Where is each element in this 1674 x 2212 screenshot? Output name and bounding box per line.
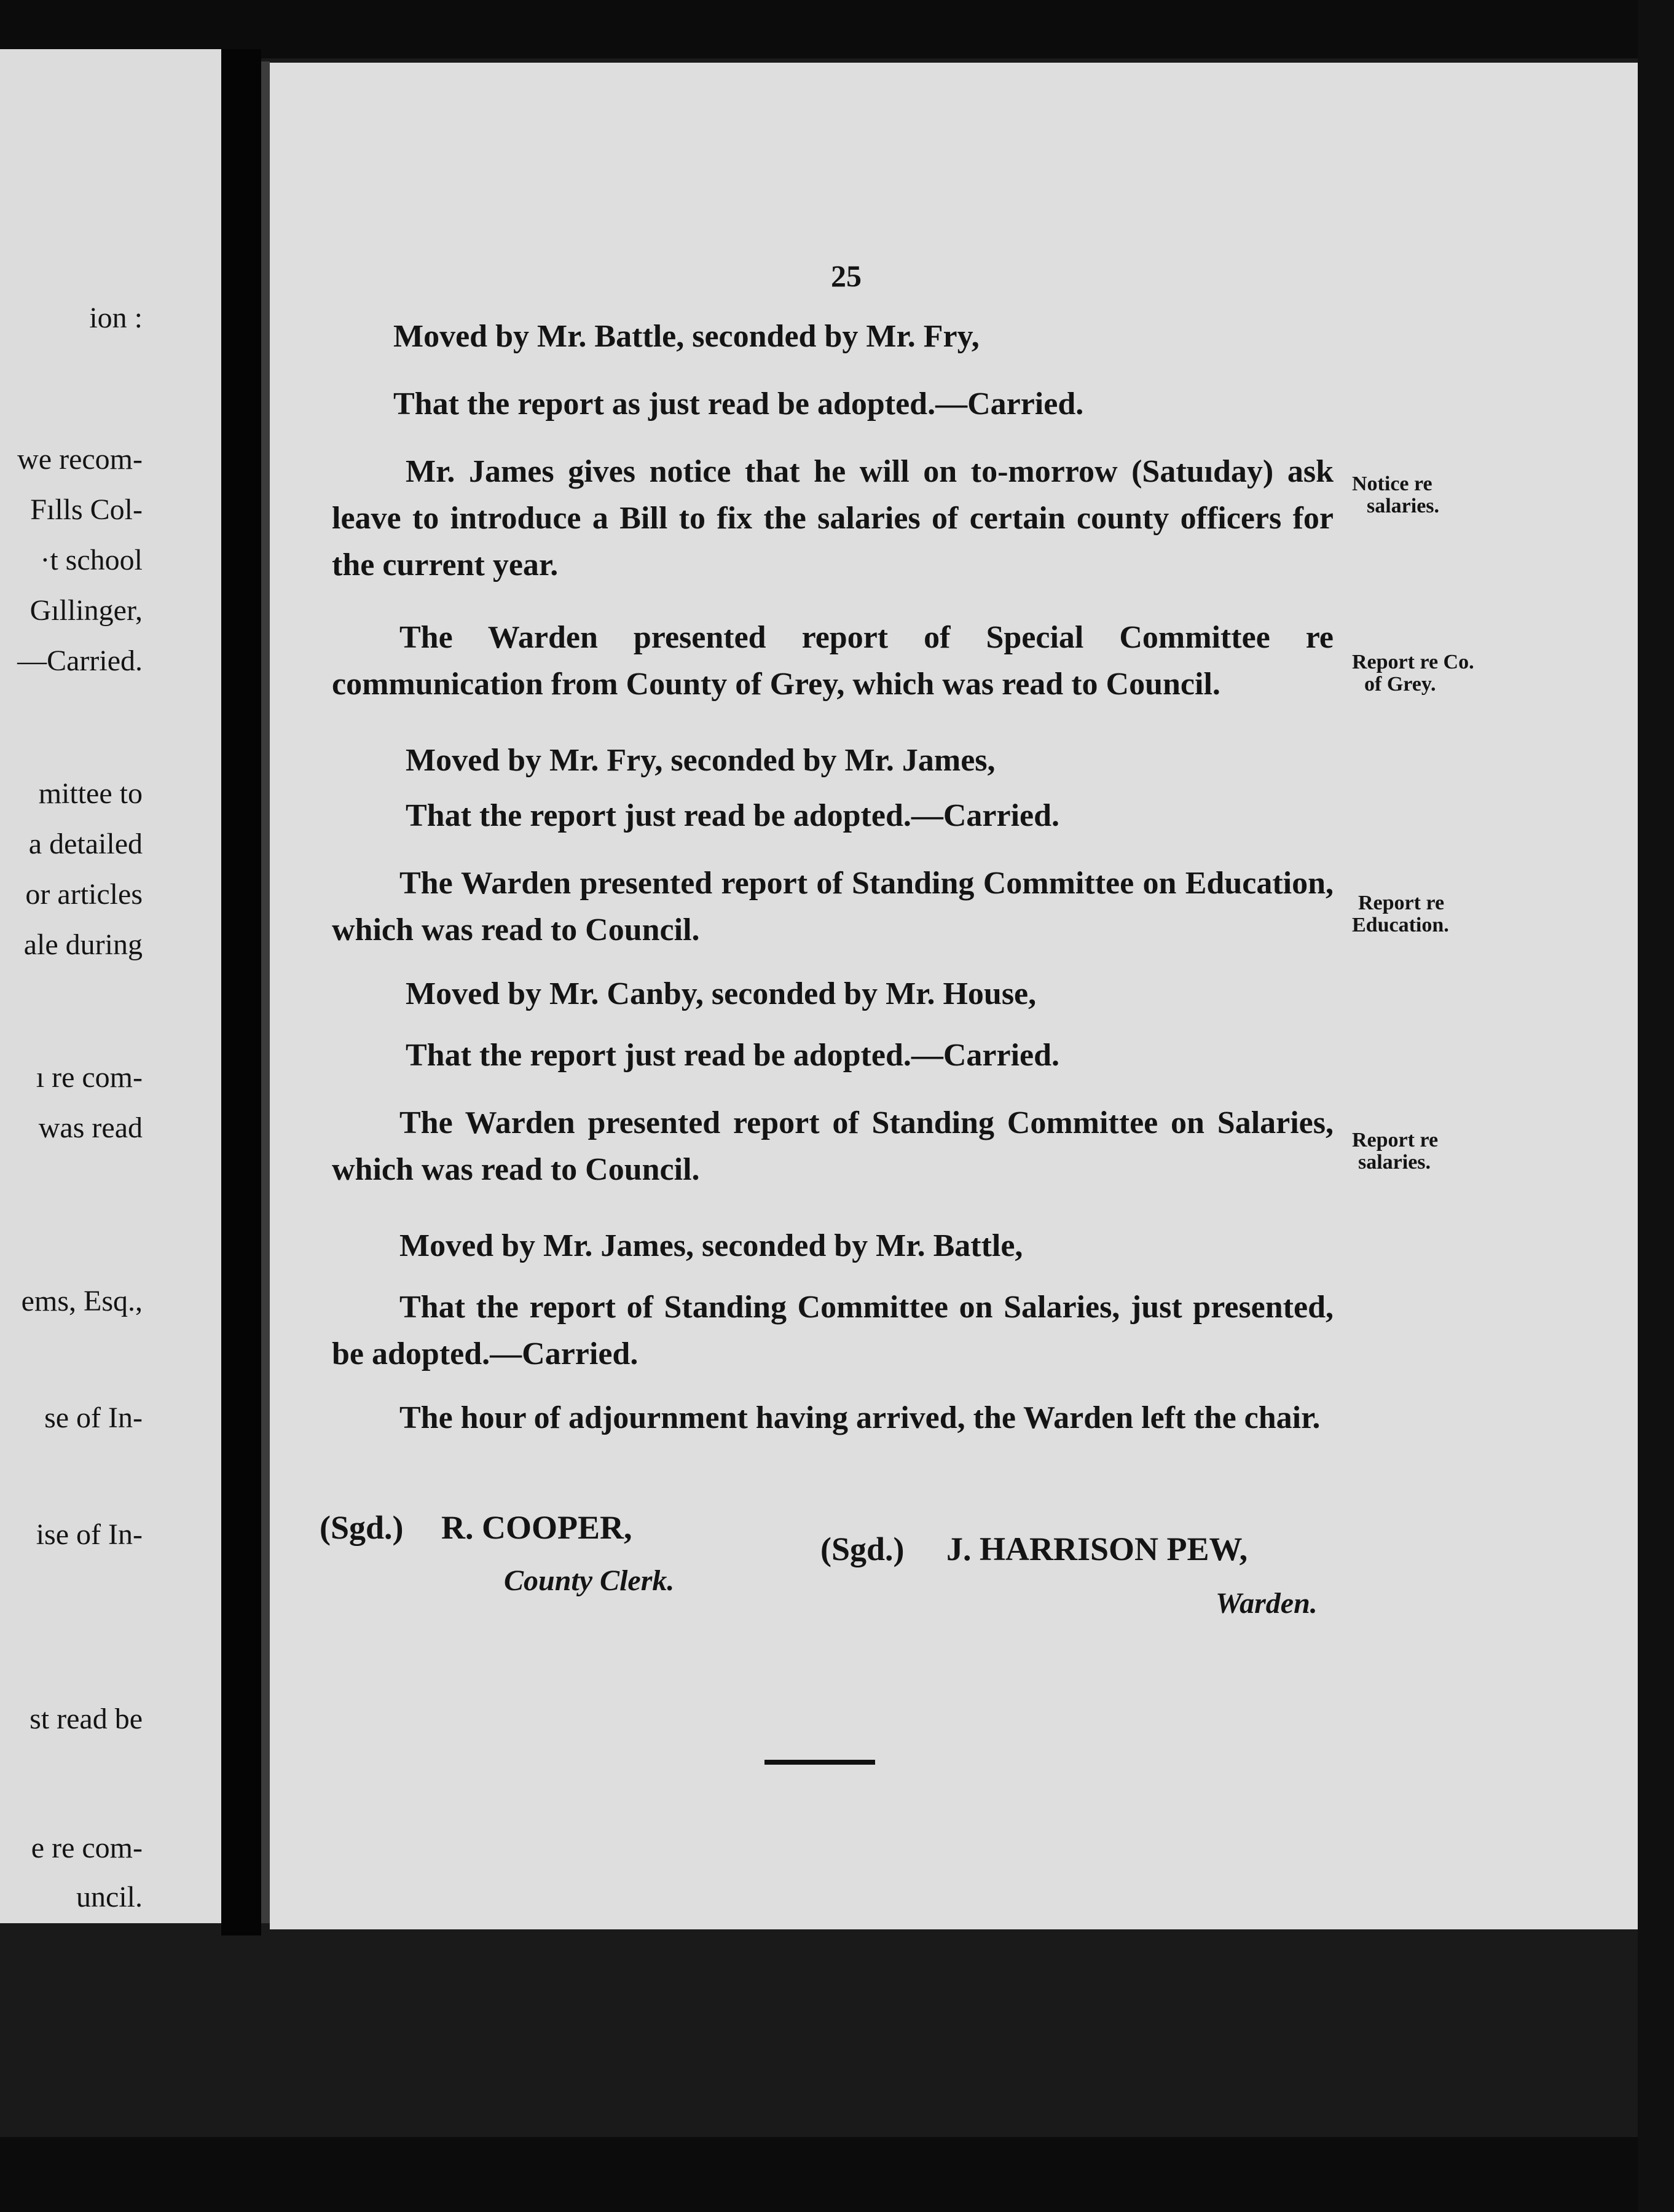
- page-number: 25: [831, 259, 862, 293]
- left-fragment: Fılls Col-: [30, 493, 143, 526]
- paragraph: That the report just read be adopted.—Carried.: [406, 798, 1060, 833]
- margin-note-report-grey: Report re Co. of Grey.: [1352, 651, 1474, 696]
- left-fragment: ise of In-: [36, 1518, 143, 1551]
- signature-sgd-left: (Sgd.): [320, 1509, 404, 1546]
- left-fragment: ems, Esq.,: [21, 1285, 143, 1317]
- paragraph: The Warden presented report of Standing Committee on Education, which was read to Council.: [332, 866, 1334, 947]
- signature-name-left: R. COOPER,: [441, 1509, 632, 1546]
- left-fragment: was read: [38, 1112, 143, 1144]
- left-fragment: ı re com-: [36, 1061, 143, 1094]
- paragraph: The Warden presented report of Special Committee re communication from County of Grey, which was read to Council.: [332, 620, 1334, 702]
- left-fragment: a detailed: [28, 828, 143, 860]
- scanner-border-bottom: [0, 2137, 1674, 2212]
- book-gutter: [221, 49, 261, 1936]
- left-fragment: uncil.: [76, 1881, 143, 1913]
- left-fragment: ·t school: [40, 544, 143, 576]
- margin-note-notice-salaries: Notice re salaries.: [1352, 473, 1440, 517]
- paragraph: Mr. James gives notice that he will on to-morrow (Satuıday) ask leave to introduce a Bill to fix the salaries of certain county officers for the current year.: [332, 454, 1334, 582]
- paragraph: The hour of adjournment having arrived, the Warden left the chair.: [399, 1400, 1321, 1435]
- left-fragment: st read be: [29, 1703, 143, 1735]
- signature-name-right: J. HARRISON PEW,: [946, 1531, 1248, 1567]
- paragraph: That the report as just read be adopted.—Carried.: [393, 386, 1084, 422]
- left-fragment: we recom-: [17, 443, 143, 476]
- paragraph: Moved by Mr. Fry, seconded by Mr. James,: [406, 743, 996, 778]
- left-fragment: mittee to: [38, 777, 143, 810]
- paragraph: Moved by Mr. Battle, seconded by Mr. Fry,: [393, 319, 980, 354]
- signature-sgd-right: (Sgd.): [820, 1531, 905, 1567]
- paragraph: Moved by Mr. Canby, seconded by Mr. House,: [406, 976, 1037, 1011]
- left-fragment: e re com-: [31, 1832, 143, 1864]
- page-edge-shadow: [261, 61, 270, 1923]
- left-fragment: Gıllinger,: [29, 594, 143, 627]
- paragraph: That the report of Standing Committee on Salaries, just presented, be adopted.—Carried.: [332, 1290, 1334, 1371]
- margin-note-report-education: Report re Education.: [1352, 892, 1449, 936]
- left-fragment: or articles: [25, 878, 143, 911]
- previous-page-edge: [0, 49, 221, 1923]
- margin-note-report-salaries: Report re salaries.: [1352, 1129, 1439, 1174]
- paragraph: That the report just read be adopted.—Carried.: [406, 1038, 1060, 1073]
- left-fragment: —Carried.: [17, 645, 143, 677]
- left-fragment: se of In-: [44, 1402, 143, 1434]
- left-fragment: ale during: [23, 928, 143, 961]
- closing-rule: [764, 1760, 875, 1765]
- paragraph: The Warden presented report of Standing Committee on Salaries, which was read to Council.: [332, 1105, 1334, 1187]
- paragraph: Moved by Mr. James, seconded by Mr. Battle,: [399, 1228, 1023, 1263]
- left-fragment: ion :: [89, 302, 143, 334]
- signature-title-right: Warden.: [1216, 1587, 1318, 1620]
- signature-title-left: County Clerk.: [504, 1564, 675, 1597]
- scanner-border-right: [1638, 0, 1674, 2212]
